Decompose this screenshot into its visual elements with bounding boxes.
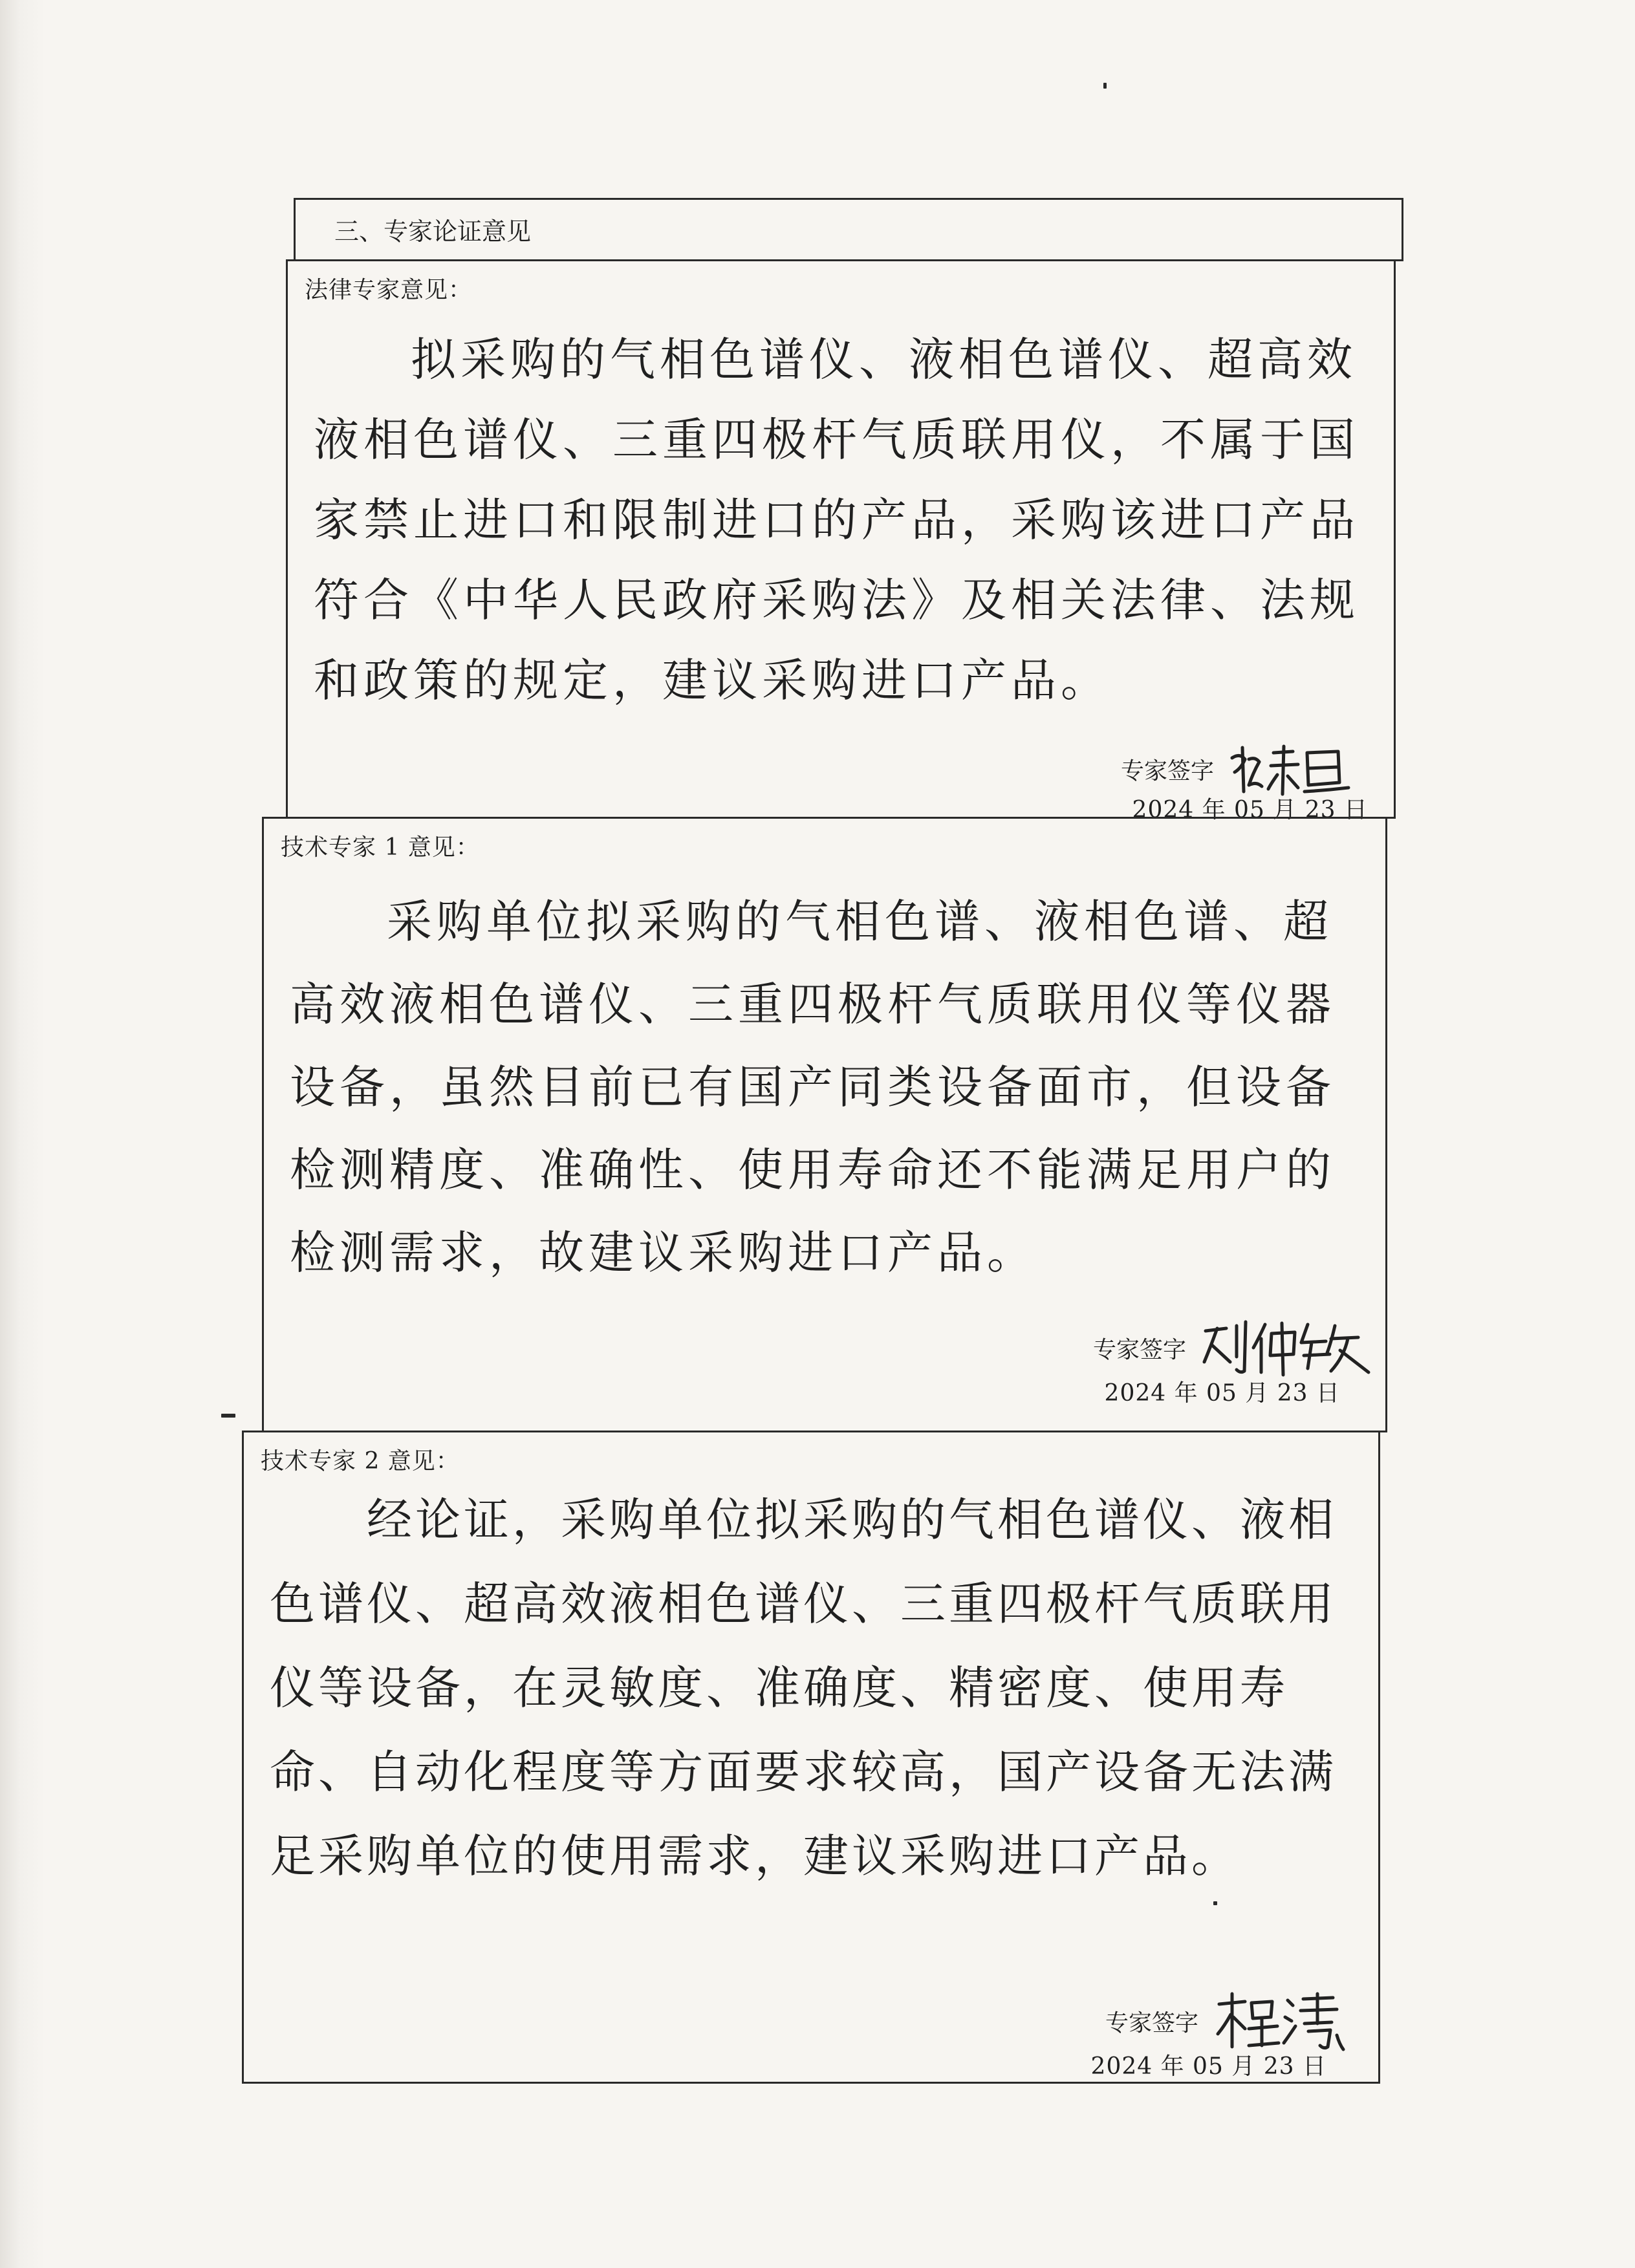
tech-expert-2-label: 技术专家 2 意见： [261,1448,460,1474]
tech-expert-2-opinion: 经论证，采购单位拟采购的气相色谱仪、液相色谱仪、超高效液相色谱仪、三重四极杆气质联用仪等设备，在灵敏度、准确度、精密度、使用寿命、自动化程度等方面要求较高，国产设备无法满足采购单位的使用需求，建议采购进口产品。 [270,1493,1337,1883]
scan-speck [221,1414,235,1418]
tech-expert-1-panel [262,817,1387,1432]
tech2-signature-date: 2024 年 05 月 23 日 [1090,2053,1326,2080]
tech1-signature-label: 专家签字 [1092,1336,1186,1363]
tech-expert-1-opinion: 采购单位拟采购的气相色谱、液相色谱、超高效液相色谱仪、三重四极杆气质联用仪等仪器设备，虽然目前已有国产同类设备面市，但设备检测精度、准确性、使用寿命还不能满足用户的检测需求，故建议采购进口产品。 [290,895,1336,1279]
scan-edge-shadow [0,0,45,2268]
tech-expert-1-label: 技术专家 1 意见： [281,834,480,861]
tech2-signature-row [1105,1989,1346,2053]
tech1-handwritten-signature [1198,1317,1379,1379]
legal-signature-row [1121,740,1355,798]
tech1-signature-row [1093,1317,1379,1379]
tech1-signature-date: 2024 年 05 月 23 日 [1104,1380,1340,1407]
tech-expert-2-panel [242,1431,1380,2084]
scan-speck [1103,83,1107,89]
legal-expert-opinion: 拟采购的气相色谱仪、液相色谱仪、超高效液相色谱仪、三重四极杆气质联用仪，不属于国家禁止进口和限制进口的产品，采购该进口产品符合《中华人民政府采购法》及相关法律、法规和政策的规定，建议采购进口产品。 [314,333,1359,707]
tech2-signature-label: 专家签字 [1105,2009,1198,2036]
legal-expert-label: 法律专家意见： [305,277,473,303]
legal-signature-label: 专家签字 [1120,757,1214,784]
tech2-handwritten-signature [1210,1989,1346,2053]
legal-signature-date: 2024 年 05 月 23 日 [1132,797,1368,823]
legal-expert-panel [286,259,1396,823]
legal-handwritten-signature [1226,740,1355,798]
expert-review-form [234,198,1403,2099]
section-title: 三、专家论证意见 [294,198,1403,261]
